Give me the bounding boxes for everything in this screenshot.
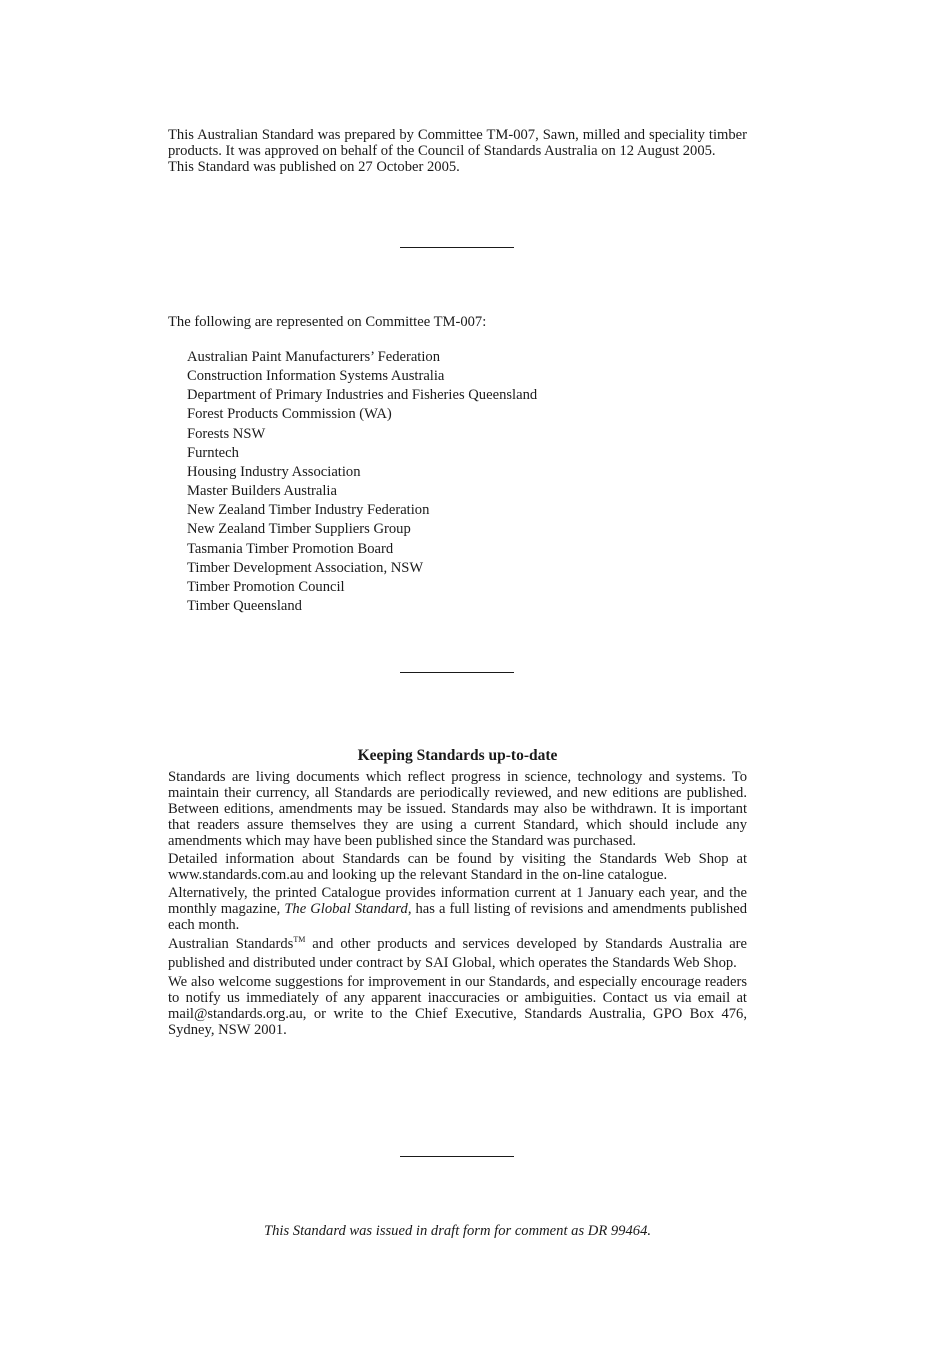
list-item: Furntech <box>187 444 239 461</box>
australian-standards-text: Australian Standards <box>168 936 294 952</box>
list-item: New Zealand Timber Suppliers Group <box>187 521 411 538</box>
publication-date-paragraph: This Standard was published on 27 October 2005. <box>168 159 460 175</box>
keeping-standards-body <box>168 769 747 1040</box>
list-item: Timber Development Association, NSW <box>187 559 424 576</box>
list-item: Australian Paint Manufacturers’ Federation <box>187 349 441 365</box>
list-item: Forest Products Commission (WA) <box>187 406 392 423</box>
list-item: Department of Primary Industries and Fisheries Queensland <box>187 387 538 404</box>
catalogue-text-end: , has a full listing of revisions and amendments published each month. <box>168 901 747 933</box>
sai-global-text: and other products and services developed by Standards Australia are published and distributed under contract by SAI Global, which operates the Standards Web Shop. <box>168 936 748 971</box>
section-divider <box>400 672 514 673</box>
keeping-standards-heading: Keeping Standards up-to-date <box>357 747 558 764</box>
list-item: Housing Industry Association <box>187 463 361 480</box>
section-divider <box>400 247 514 248</box>
intro-section <box>168 127 747 175</box>
web-shop-paragraph: Detailed information about Standards can be found by visiting the Standards Web Shop at www.standards.com.au and looking up the relevant Standard in the on-line catalogue. <box>168 851 747 883</box>
list-item: Timber Promotion Council <box>187 578 345 595</box>
list-item: New Zealand Timber Industry Federation <box>187 502 430 519</box>
list-item: Timber Queensland <box>187 598 302 615</box>
committee-heading: The following are represented on Committee TM-007: <box>168 314 487 330</box>
section-divider <box>400 1156 514 1157</box>
contact-paragraph: We also welcome suggestions for improvement in our Standards, and especially encourage readers to notify us immediately of any apparent inaccuracies or ambiguities. Contact us via email at mail@standards.org.au, or write to the Chief Executive, Standards Australia, GPO Box 476, Sydney, NSW 2001. <box>168 974 747 1038</box>
draft-note: This Standard was issued in draft form for comment as DR 99464. <box>263 1223 652 1239</box>
list-item: Master Builders Australia <box>187 483 337 500</box>
list-item: Construction Information Systems Australia <box>187 368 445 385</box>
list-item: Tasmania Timber Promotion Board <box>187 540 394 557</box>
magazine-title: The Global Standard <box>284 901 408 917</box>
living-documents-paragraph: Standards are living documents which reflect progress in science, technology and systems. To maintain their currency, all Standards are periodically reviewed, and new editions are published. Between editions, amendments may be issued. Standards may also be withdrawn. It is important that readers assure themselves they are using a current Standard, which should include any amendments which may have been published since the Standard was purchased. <box>168 769 747 849</box>
sai-global-paragraph <box>168 935 747 972</box>
trademark-symbol: TM <box>293 935 306 944</box>
approval-paragraph: This Australian Standard was prepared by Committee TM-007, Sawn, milled and speciality timber products. It was approved on behalf of the Council of Standards Australia on 12 August 2005. <box>168 127 747 159</box>
catalogue-text-start: Alternatively, the printed Catalogue provides information current at 1 January each year, and the monthly magazine, <box>168 885 747 917</box>
committee-organization-list <box>187 348 537 616</box>
catalogue-paragraph <box>168 885 747 933</box>
list-item: Forests NSW <box>187 425 266 442</box>
